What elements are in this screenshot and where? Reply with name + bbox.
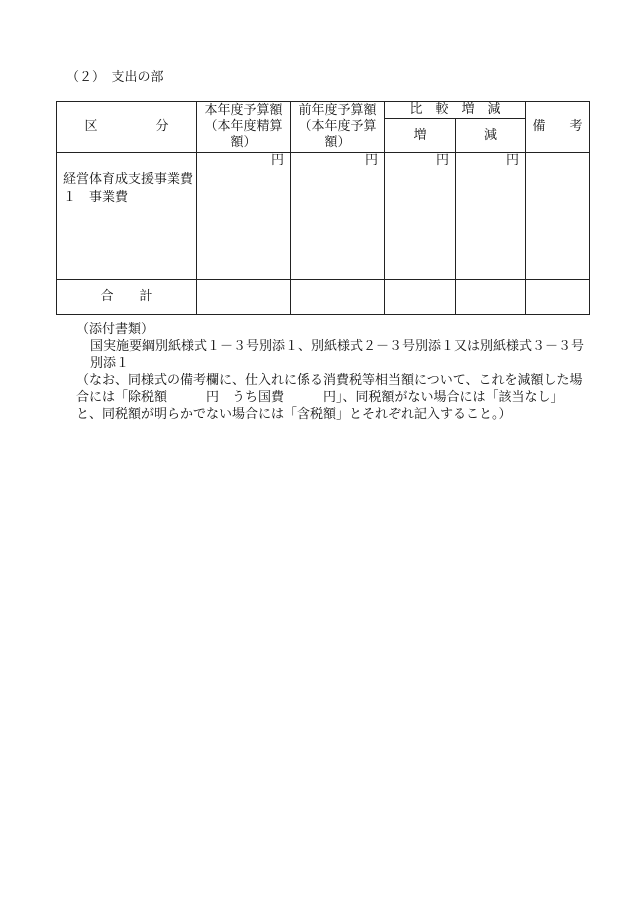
unit-yen-current: 円 [197, 153, 291, 280]
header-current-budget: 本年度予算額（本年度精算額） [197, 102, 291, 153]
header-comparison: 比 較 増 減 [385, 102, 526, 119]
unit-yen-increase: 円 [385, 153, 456, 280]
header-decrease: 減 [456, 119, 526, 153]
header-increase: 増 [385, 119, 456, 153]
total-decrease [456, 280, 526, 315]
unit-yen-decrease: 円 [456, 153, 526, 280]
total-previous [291, 280, 385, 315]
notes-title: （添付書類） [76, 322, 155, 337]
total-increase [385, 280, 456, 315]
remarks-cell [526, 153, 590, 280]
item-name: 経営体育成支援事業費 [63, 172, 194, 187]
attachment-notes [76, 321, 586, 423]
section-heading: （２） 支出の部 [66, 70, 164, 85]
item-sub-name: １ 事業費 [63, 190, 129, 205]
header-previous-budget: 前年度予算額（本年度予算額） [291, 102, 385, 153]
unit-yen-previous: 円 [291, 153, 385, 280]
total-remarks [526, 280, 590, 315]
expenditure-table [56, 101, 590, 315]
header-remarks: 備 考 [526, 102, 590, 153]
notes-line-2: （なお、同様式の備考欄に、仕入れに係る消費税等相当額について、これを減額した場合には「除税額 円 うち国費 円」、同税額がない場合には「該当なし」と、同税額が明らかでない場合には「含税額」とそれぞれ記入すること。） [76, 373, 583, 422]
item-cell [57, 153, 197, 280]
total-label: 合 計 [57, 280, 197, 315]
notes-line-1: 国実施要綱別紙様式１－３号別添１、別紙様式２－３号別添１又は別紙様式３－３号別添１ [90, 339, 585, 371]
total-current [197, 280, 291, 315]
header-category: 区 分 [57, 102, 197, 153]
